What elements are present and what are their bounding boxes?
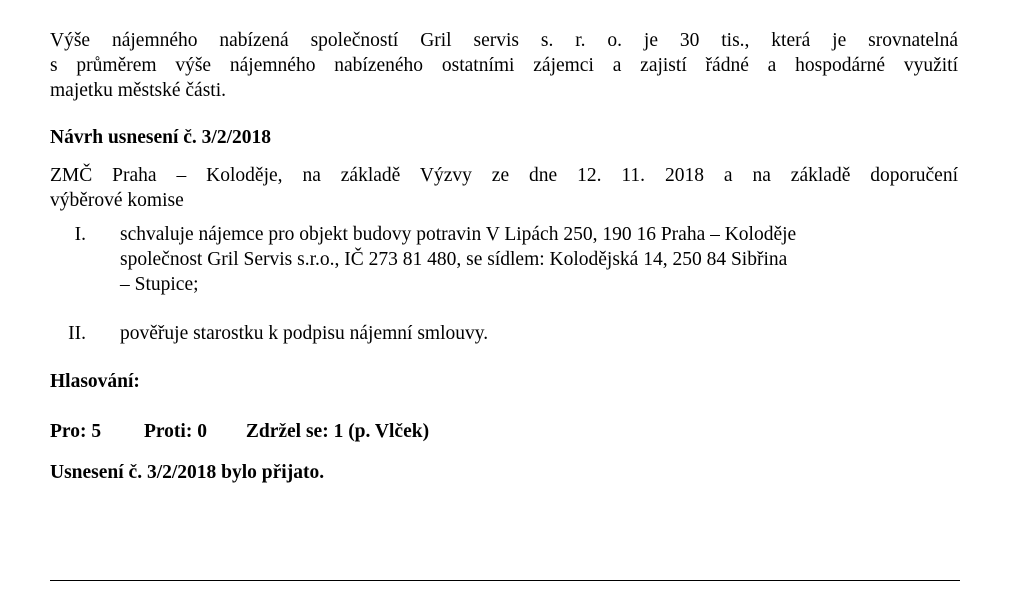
resolution-list	[50, 222, 958, 346]
vote-heading: Hlasování:	[50, 371, 140, 392]
resolution-item-number: II.	[68, 323, 86, 344]
vote-proti-count: Proti: 0	[143, 421, 207, 442]
preamble-line-1: ZMČ Praha – Koloděje, na základě Výzvy ze dne 12. 11. 2018 a na základě doporučení	[50, 165, 958, 186]
resolution-item-text	[120, 222, 958, 297]
vote-counts	[50, 419, 958, 444]
horizontal-rule	[50, 580, 960, 581]
proposal-preamble	[50, 163, 958, 213]
resolution-item-1	[50, 222, 958, 297]
resolution-item-1-line-1: schvaluje nájemce pro objekt budovy potravin V Lipách 250, 190 16 Praha – Koloděje	[120, 224, 797, 245]
resolution-item-1-line-3: – Stupice;	[120, 274, 199, 295]
vote-pro-count: Pro: 5	[50, 421, 102, 442]
proposal-heading: Návrh usnesení č. 3/2/2018	[50, 127, 272, 148]
preamble-line-2: výběrové komise	[50, 190, 184, 211]
intro-line-1: Výše nájemného nabízená společností Gril servis s. r. o. je 30 tis., která je srovnatelná	[50, 30, 958, 51]
resolution-item-2-line-1: pověřuje starostku k podpisu nájemní smlouvy.	[120, 323, 489, 344]
resolution-item-text	[120, 321, 958, 346]
intro-paragraph	[50, 28, 958, 103]
document-page	[50, 28, 958, 485]
resolution-item-1-line-2: společnost Gril Servis s.r.o., IČ 273 81 480, se sídlem: Kolodějská 14, 250 84 Sibřina	[120, 249, 788, 270]
resolution-result: Usnesení č. 3/2/2018 bylo přijato.	[50, 462, 325, 483]
resolution-item-2	[50, 321, 958, 346]
intro-line-3: majetku městské části.	[50, 80, 226, 101]
vote-abstain-count: Zdržel se: 1 (p. Vlček)	[245, 421, 430, 442]
intro-line-2: s průměrem výše nájemného nabízeného ostatními zájemci a zajistí řádné a hospodárné využití	[50, 55, 958, 76]
resolution-item-number: I.	[74, 224, 86, 245]
